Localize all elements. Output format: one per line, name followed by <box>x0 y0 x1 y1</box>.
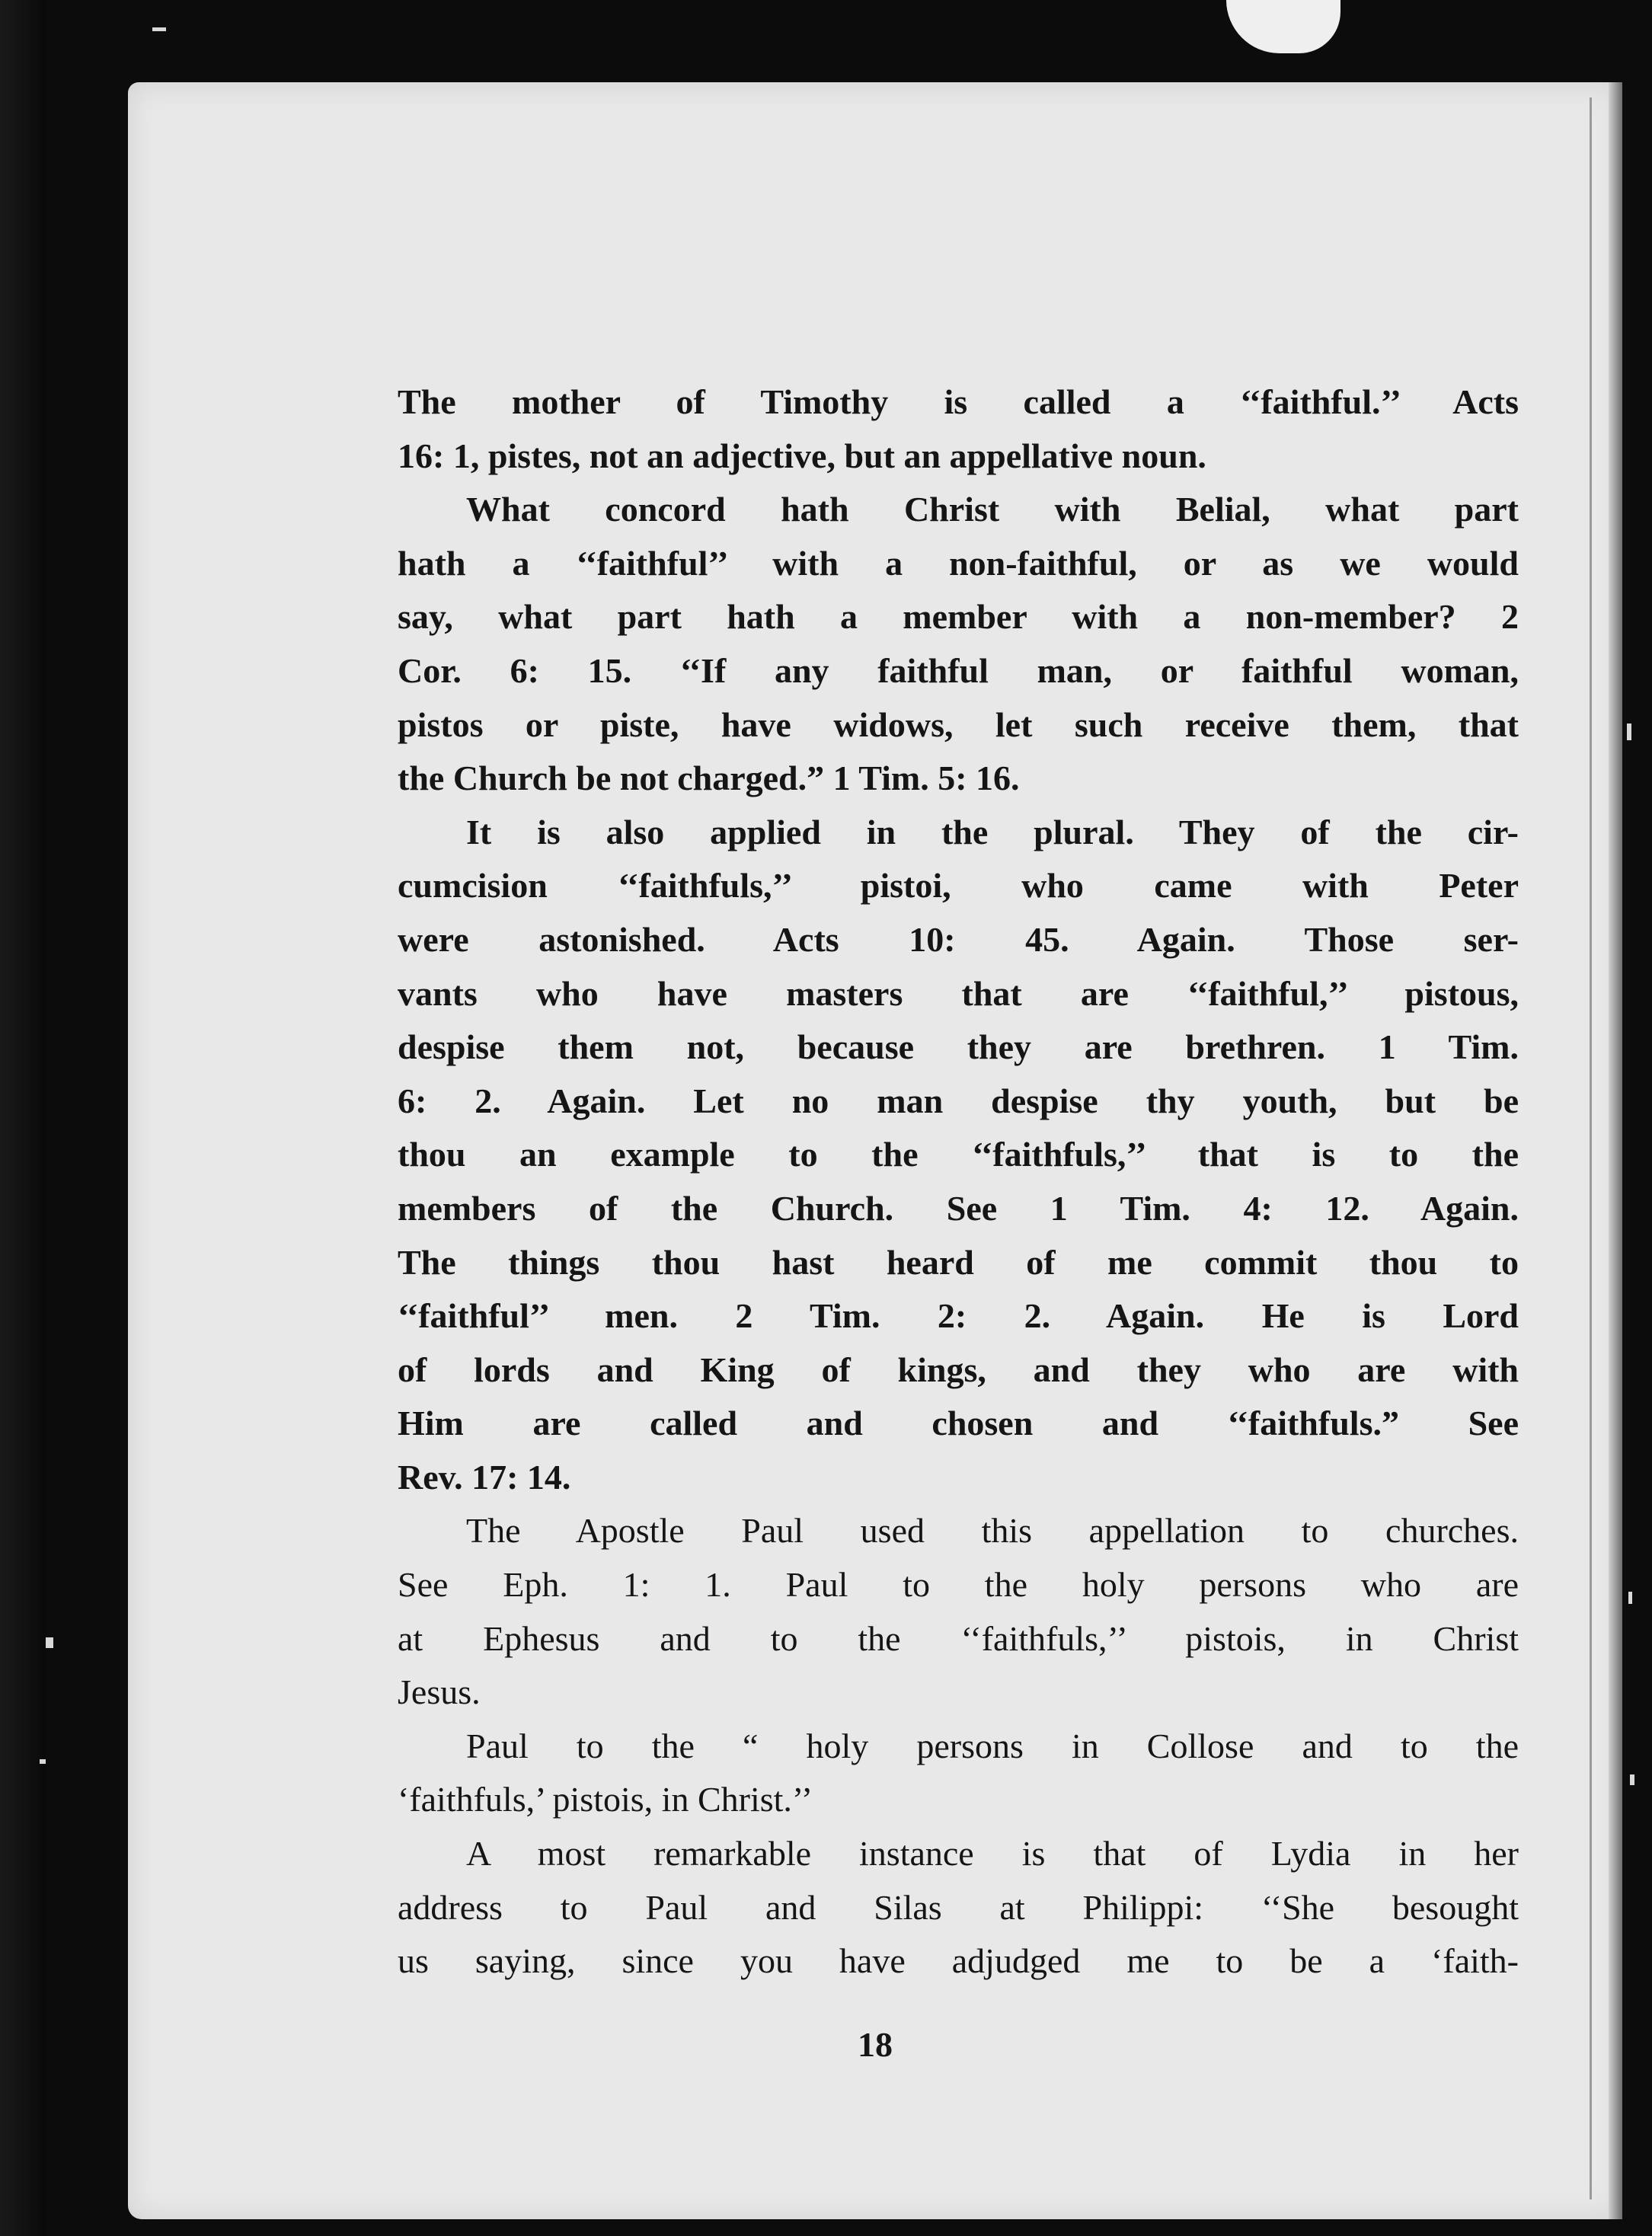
book-page <box>128 82 1622 2219</box>
text-line: The mother of Timothy is called a ‘‘faithful.’’ Acts <box>398 382 1519 421</box>
body-text <box>398 375 1519 1988</box>
page-binding-shadow <box>1609 82 1622 2219</box>
text-line: Rev. 17: 14. <box>398 1457 571 1497</box>
text-line: of lords and King of kings, and they who are with <box>398 1350 1519 1389</box>
film-scratch-blotch <box>1226 0 1340 53</box>
text-line: despise them not, because they are brethren. 1 Tim. <box>398 1027 1519 1067</box>
film-border-left <box>0 0 46 2236</box>
text-line: at Ephesus and to the ‘‘faithfuls,’’ pistois, in Christ <box>398 1618 1519 1658</box>
text-line: pistos or piste, have widows, let such receive them, that <box>398 704 1519 744</box>
text-line: thou an example to the ‘‘faithfuls,’’ that is to the <box>398 1135 1519 1174</box>
text-line: Paul to the “ holy persons in Collose and to the <box>466 1726 1519 1765</box>
film-dust-mark <box>152 27 166 31</box>
text-line: address to Paul and Silas at Philippi: ‘‘She besought <box>398 1887 1519 1927</box>
text-line: Cor. 6: 15. ‘‘If any faithful man, or faithful woman, <box>398 650 1519 690</box>
film-speck <box>40 1759 46 1764</box>
text-line: the Church be not charged.” 1 Tim. 5: 16. <box>398 759 1020 798</box>
page-edge-line <box>1590 97 1592 2199</box>
text-line: ‘faithfuls,’ pistois, in Christ.’’ <box>398 1780 813 1819</box>
film-speck <box>1630 1774 1634 1785</box>
text-line: Him are called and chosen and ‘‘faithfuls.” See <box>398 1404 1519 1443</box>
film-speck <box>46 1637 53 1648</box>
text-line: were astonished. Acts 10: 45. Again. Those ser- <box>398 919 1519 959</box>
film-speck <box>1628 1592 1632 1604</box>
text-line: hath a ‘‘faithful’’ with a non-faithful, or as we would <box>398 543 1519 583</box>
text-line: vants who have masters that are ‘‘faithful,’’ pistous, <box>398 973 1519 1013</box>
text-line: A most remarkable instance is that of Lydia in her <box>466 1834 1519 1873</box>
text-line: 16: 1, pistes, not an adjective, but an appellative noun. <box>398 436 1206 475</box>
film-speck <box>1627 724 1631 740</box>
text-line: say, what part hath a member with a non-member? 2 <box>398 597 1519 637</box>
text-line: ‘‘faithful’’ men. 2 Tim. 2: 2. Again. He is Lord <box>398 1296 1519 1336</box>
text-line: cumcision ‘‘faithfuls,’’ pistoi, who came with Peter <box>398 866 1519 906</box>
text-line: 6: 2. Again. Let no man despise thy youth, but be <box>398 1081 1519 1120</box>
text-line: It is also applied in the plural. They of the cir- <box>466 812 1519 851</box>
text-line: us saying, since you have adjudged me to be a ‘faith- <box>398 1941 1519 1981</box>
text-line: See Eph. 1: 1. Paul to the holy persons who are <box>398 1565 1519 1605</box>
text-line: Jesus. <box>398 1672 481 1712</box>
text-line: The Apostle Paul used this appellation to churches. <box>466 1511 1519 1551</box>
text-line: members of the Church. See 1 Tim. 4: 12. Again. <box>398 1188 1519 1228</box>
text-line: What concord hath Christ with Belial, what part <box>466 490 1519 529</box>
text-line: The things thou hast heard of me commit thou to <box>398 1242 1519 1282</box>
page-number: 18 <box>858 2025 893 2064</box>
